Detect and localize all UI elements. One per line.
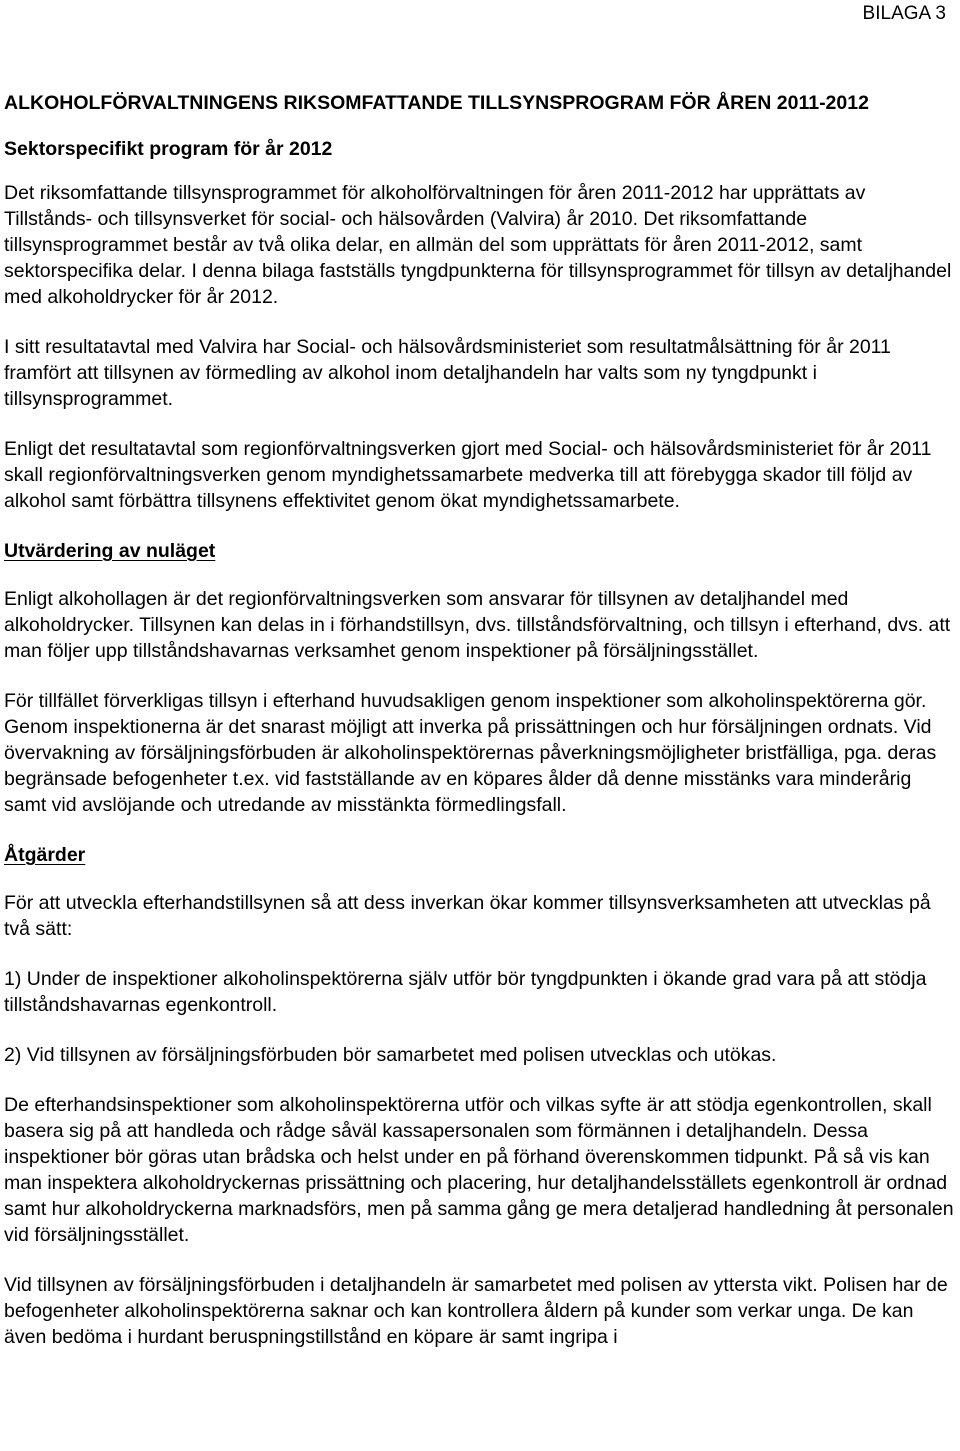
intro-paragraph-2: I sitt resultatavtal med Valvira har Social- och hälsovårdsministeriet som resultatmålsättning för år 2011 framfört att tillsynen av förmedling av alkohol inom detaljhandeln har valts som ny tyngdpunkt i tillsynsprogrammet. [4, 336, 891, 410]
intro-paragraph-1: Det riksomfattande tillsynsprogrammet för alkoholförvaltningen för åren 2011-2012 har upprättats av Tillstånds- och tillsynsverket för social- och hälsovården (Valvira) år 2010. Det riksomfattande tillsynsprogrammet består av två olika delar, en allmän del som upprättats för åren 2011-2012, samt sektorspecifika delar. I denna bilaga fastställs tyngdpunkterna för tillsynsprogrammet för tillsyn av detaljhandel med alkoholdrycker för år 2012. [4, 182, 952, 308]
annex-label: BILAGA 3 [862, 3, 946, 24]
intro-paragraph-3: Enligt det resultatavtal som regionförvaltningsverken gjort med Social- och hälsovårdsministeriet för år 2011 skall regionförvaltningsverken genom myndighetssamarbete medverka till att förebygga skador till följd av alkohol samt förbättra tillsynens effektivitet genom ökat myndighetssamarbete. [4, 438, 932, 512]
document-body [4, 90, 956, 1374]
measures-item-1: 1) Under de inspektioner alkoholinspektörerna själv utför bör tyngdpunkten i ökande grad vara på att stödja tillståndshavarnas egenkontroll. [4, 968, 927, 1016]
document-title: ALKOHOLFÖRVALTNINGENS RIKSOMFATTANDE TILLSYNSPROGRAM FÖR ÅREN 2011-2012 [4, 92, 869, 114]
measures-item-2: 2) Vid tillsynen av försäljningsförbuden bör samarbetet med polisen utvecklas och utökas. [4, 1044, 777, 1066]
evaluation-paragraph-2: För tillfället förverkligas tillsyn i efterhand huvudsakligen genom inspektioner som alkoholinspektörerna gör. Genom inspektionerna är det snarast möjligt att inverka på prissättningen och hur försäljningen ordnats. Vid övervakning av försäljningsförbuden är alkoholinspektörernas påverkningsmöjligheter bristfälliga, pga. deras begränsade befogenheter t.ex. vid fastställande av en köpares ålder då denne misstänks vara minderårig samt vid avslöjande och utredande av misstänkta förmedlingsfall. [4, 690, 937, 816]
section-heading-measures: Åtgärder [4, 844, 86, 866]
measures-paragraph-1: För att utveckla efterhandstillsynen så att dess inverkan ökar kommer tillsynsverksamheten att utvecklas på två sätt: [4, 892, 931, 940]
section-heading-evaluation: Utvärdering av nuläget [4, 540, 216, 562]
measures-paragraph-3: Vid tillsynen av försäljningsförbuden i detaljhandeln är samarbetet med polisen av yttersta vikt. Polisen har de befogenheter alkoholinspektörerna saknar och kan kontrollera åldern på kunder som verkar unga. De kan även bedöma i hurdant beruspningstillstånd en köpare är samt ingripa i [4, 1274, 948, 1348]
document-subtitle: Sektorspecifikt program för år 2012 [4, 138, 333, 160]
evaluation-paragraph-1: Enligt alkohollagen är det regionförvaltningsverken som ansvarar för tillsynen av detaljhandel med alkoholdrycker. Tillsynen kan delas in i förhandstillsyn, dvs. tillståndsförvaltning, och tillsyn i efterhand, dvs. att man följer upp tillståndshavarnas verksamhet genom inspektioner på försäljningsstället. [4, 588, 951, 662]
measures-paragraph-2: De efterhandsinspektioner som alkoholinspektörerna utför och vilkas syfte är att stödja egenkontrollen, skall basera sig på att handleda och rådge såväl kassapersonalen som förmännen i detaljhandeln. Dessa inspektioner bör göras utan brådska och helst under en på förhand överenskommen tidpunkt. På så vis kan man inspektera alkoholdryckernas prissättning och placering, hur detaljhandelsställets egenkontroll är ordnad samt hur alkoholdryckerna marknadsförs, men på samma gång ge mera detaljerad handledning åt personalen vid försäljningsstället. [4, 1094, 954, 1246]
